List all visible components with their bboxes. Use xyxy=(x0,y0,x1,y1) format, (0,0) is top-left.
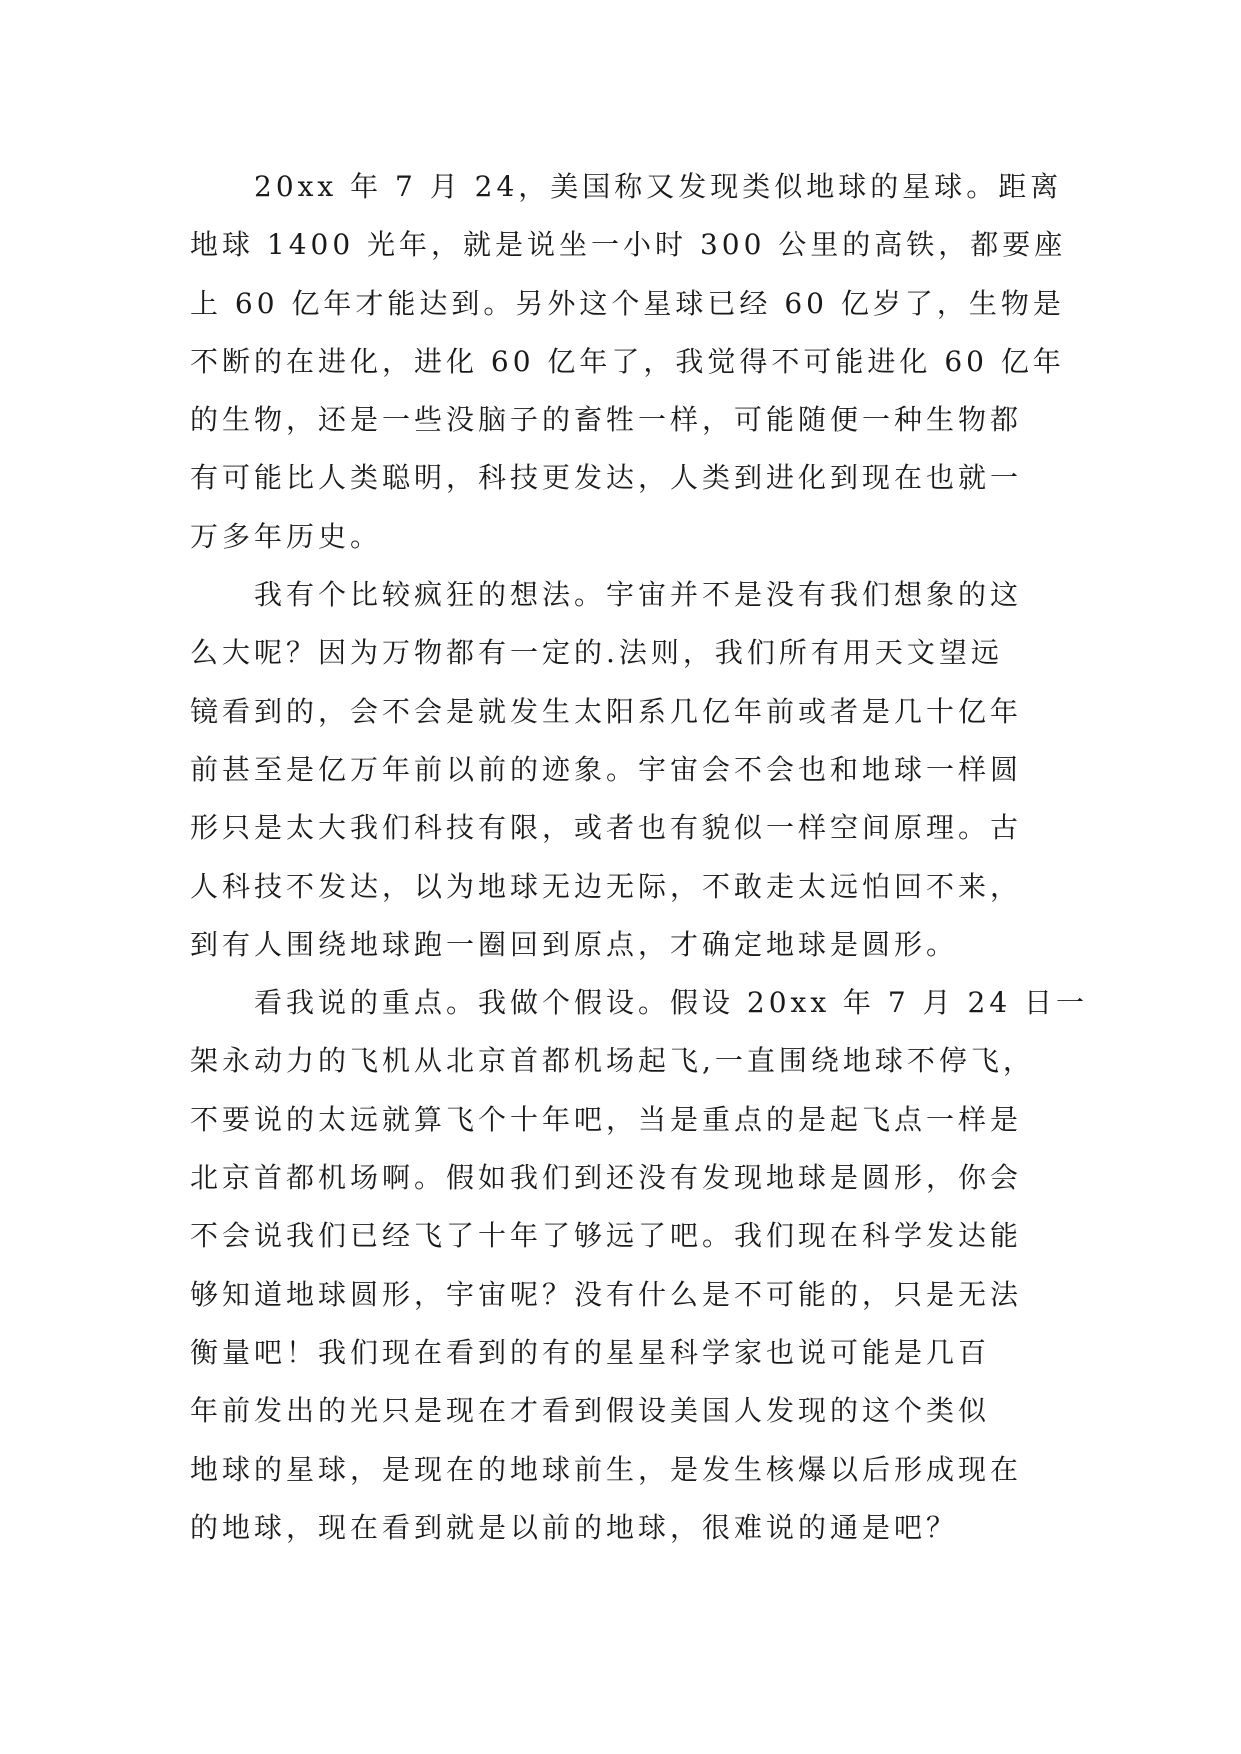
text-line: 不会说我们已经飞了十年了够远了吧。我们现在科学发达能 xyxy=(190,1219,1023,1253)
text-line: 上 60 亿年才能达到。另外这个星球已经 60 亿岁了，生物是 xyxy=(190,286,1065,320)
text-line: 人科技不发达，以为地球无边无际，不敢走太远怕回不来， xyxy=(190,869,1023,903)
paragraph-1 xyxy=(190,158,1067,566)
text-line: 地球的星球，是现在的地球前生，是发生核爆以后形成现在 xyxy=(190,1452,1023,1486)
text-line: 形只是太大我们科技有限，或者也有貌似一样空间原理。古 xyxy=(190,811,1023,845)
text-line: 看我说的重点。我做个假设。假设 20xx 年 7 月 24 日一 xyxy=(254,986,1089,1020)
text-line: 不断的在进化，进化 60 亿年了，我觉得不可能进化 60 亿年 xyxy=(190,344,1065,378)
text-line: 前甚至是亿万年前以前的迹象。宇宙会不会也和地球一样圆 xyxy=(190,752,1023,786)
text-line: 不要说的太远就算飞个十年吧，当是重点的是起飞点一样是 xyxy=(190,1102,1023,1136)
text-line: 够知道地球圆形，宇宙呢？没有什么是不可能的，只是无法 xyxy=(190,1277,1023,1311)
text-line: 的生物，还是一些没脑子的畜牲一样，可能随便一种生物都 xyxy=(190,403,1023,437)
text-line: 地球 1400 光年，就是说坐一小时 300 公里的高铁，都要座 xyxy=(190,228,1067,262)
paragraph-2 xyxy=(190,566,1056,974)
text-line: 北京首都机场啊。假如我们到还没有发现地球是圆形，你会 xyxy=(190,1161,1023,1195)
paragraph-3 xyxy=(190,974,1089,1557)
text-line: 到有人围绕地球跑一圈回到原点，才确定地球是圆形。 xyxy=(190,927,959,961)
text-line: 架永动力的飞机从北京首都机场起飞,一直围绕地球不停飞， xyxy=(190,1044,1035,1078)
text-line: 的地球，现在看到就是以前的地球，很难说的通是吧？ xyxy=(190,1510,959,1544)
text-line: 衡量吧！我们现在看到的有的星星科学家也说可能是几百 xyxy=(190,1335,991,1369)
text-line: 20xx 年 7 月 24，美国称又发现类似地球的星球。距离 xyxy=(254,170,1063,203)
text-line: 我有个比较疯狂的想法。宇宙并不是没有我们想象的这 xyxy=(254,578,1023,612)
text-line: 年前发出的光只是现在才看到假设美国人发现的这个类似 xyxy=(190,1394,991,1428)
text-line: 有可能比人类聪明，科技更发达，人类到进化到现在也就一 xyxy=(190,461,1023,495)
text-line: 么大呢？因为万物都有一定的.法则，我们所有用天文望远 xyxy=(190,636,1003,670)
text-line: 镜看到的，会不会是就发生太阳系几亿年前或者是几十亿年 xyxy=(190,694,1023,728)
document-body xyxy=(190,158,1089,1557)
text-line: 万多年历史。 xyxy=(190,519,383,553)
